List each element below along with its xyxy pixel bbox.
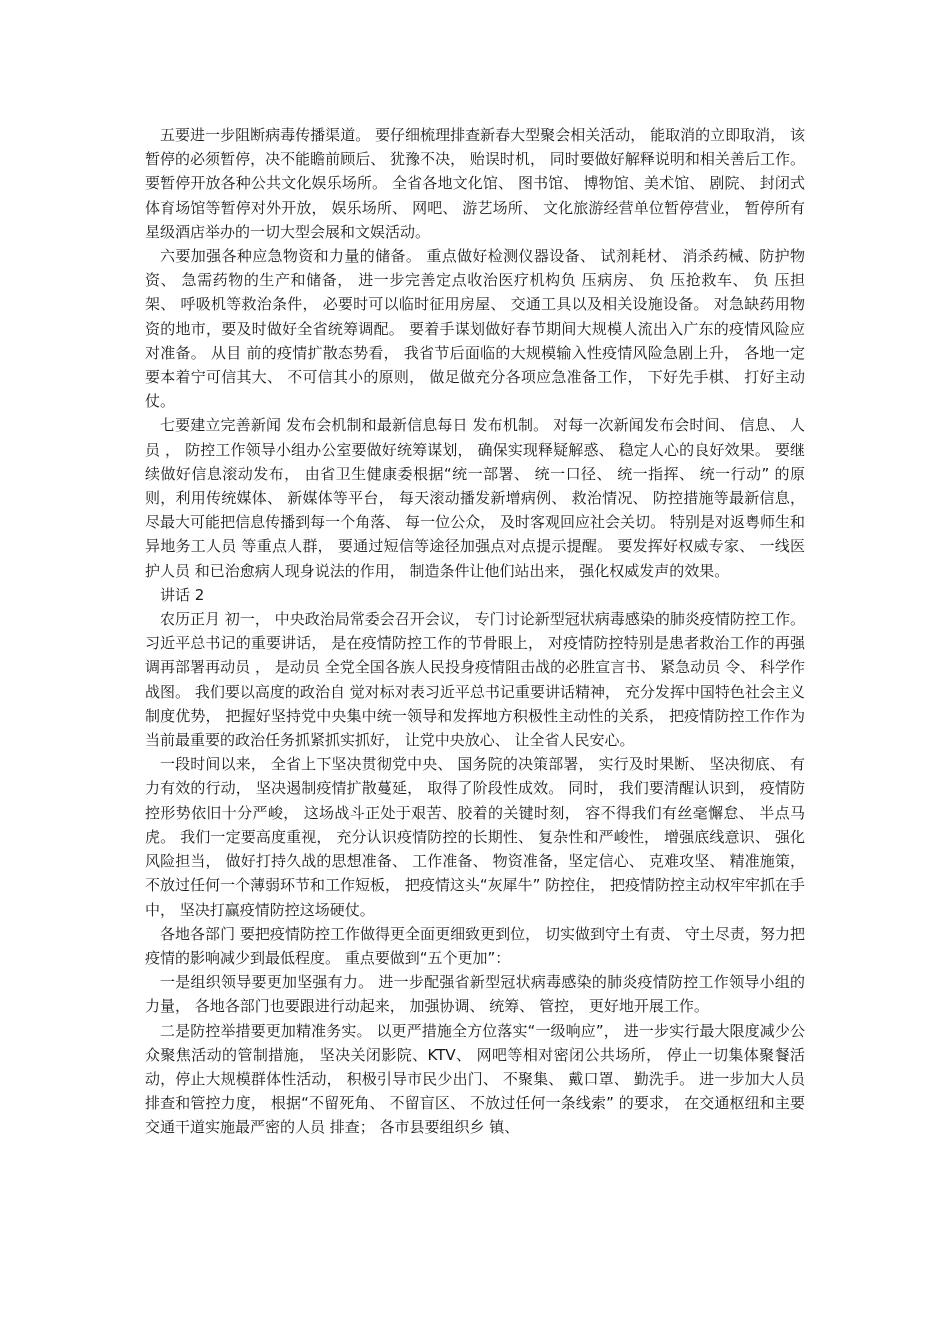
paragraph-block-stop-transmission: 五要进一步阻断病毒传播渠道。 要仔细梳理排查新春大型聚会相关活动， 能取消的立即取消， 该暂停的必须暂停，决不能瞻前顾后、 犹豫不决， 贻误时机， 同时要做好解释说明和相关善后工作。 要暂停开放各种公共文化娱乐场所。 全省各地文化馆、 图书馆、 博物馆、美术馆、 剧院、 封闭式体育场馆等暂停对外开放， 娱乐场所、 网吧、 游艺场所、 文化旅游经营单位暂停营业， 暂停所有星级酒店举办的一切大型会展和文娱活动。	[145, 126, 805, 241]
paragraph-prevention-measures: 二是防控举措要更加精准务实。 以更严措施全方位落实“一级响应”， 进一步实行最大限度减少公众聚焦活动的管制措施， 坚决关闭影院、KTV、 网吧等相对密闭公共场所， 停止一切集体聚餐活动，停止大规模群体性活动， 积极引导市民少出门、 不聚集、 戴口罩、 勤洗手。 进一步加大人员 排查和管控力度， 根据“不留死角、 不留盲区、 不放过任何一条线索” 的要求， 在交通枢纽和主要交通干道实施最严密的人员 排查； 各市县要组织乡 镇、	[145, 1021, 805, 1137]
paragraph-emergency-supplies: 六要加强各种应急物资和力量的储备。 重点做好检测仪器设备、 试剂耗材、 消杀药械、防护物资、 急需药物的生产和储备， 进一步完善定点收治医疗机构负 压病房、 负 压抢救车、 负 压担架、 呼吸机等救治条件， 必要时可以临时征用房屋、 交通工具以及相关设施设备。 对急缺药用物资的地市，要及时做好全省统筹调配。 要着手谋划做好春节期间大规模人流出入广东的疫情风险应对准备。 从目 前的疫情扩散态势看， 我省节后面临的大规模输入性疫情风险急剧上升， 各地一定要本着宁可信其大、 不可信其小的原则， 做足做充分各项应急准备工作， 下好先手棋、 打好主动仗。	[145, 247, 805, 411]
paragraph-press-release-mechanism: 七要建立完善新闻 发布会机制和最新信息每日 发布机制。 对每一次新闻发布会时间、 信息、 人员 ， 防控工作领导小组办公室要做好统筹谋划， 确保实现释疑解惑、 稳定人心的良好效果。 要继续做好信息滚动发布， 由省卫生健康委根据“统一部署、 统一口径、 统一指挥、 统一行动” 的原则，利用传统媒体、 新媒体等平台， 每天滚动播发新增病例、 救治情况、 防控措施等最新信息， 尽最大可能把信息传播到每一个角落、 每一位公众， 及时客观回应社会关切。 特别是对返粤师生和异地务工人员 等重点人群， 要通过短信等途径加强点对点提示提醒。 要发挥好权威专家、 一线医护人员 和已治愈病人现身说法的作用， 制造条件让他们站出来， 强化权威发声的效果。	[145, 416, 805, 580]
paragraph-five-mores-intro: 各地各部门 要把疫情防控工作做得更全面更细致更到位， 切实做到守土有责、 守土尽责，努力把疫情的影响减少到最低程度。 重点要做到“五个更加”：	[145, 924, 805, 967]
paragraph-organization-leadership: 一是组织领导要更加坚强有力。 进一步配强省新型冠状病毒感染的肺炎疫情防控工作领导小组的力量， 各地各部门也要跟进行动起来， 加强协调、 统筹、 管控， 更好地开展工作。	[145, 973, 805, 1016]
paragraph-standing-committee-meeting: 农历正月 初一， 中央政治局常委会召开会议， 专门讨论新型冠状病毒感染的肺炎疫情防控工作。 习近平总书记的重要讲话， 是在疫情防控工作的节骨眼上， 对疫情防控特别是患者救治工作的再强调再部署再动员 ， 是动员 全党全国各族人民投身疫情阻击战的必胜宣言书、 紧急动员 令、 科学作战图。 我们要以高度的政治自 觉对标对表习近平总书记重要讲话精神， 充分发挥中国特色社会主义制度优势， 把握好坚持党中央集中统一领导和发挥地方积极性主动性的关系， 把疫情防控工作作为当前最重要的政治任务抓紧抓实抓好， 让党中央放心、 让全省人民安心。	[145, 610, 805, 750]
document-body	[145, 123, 805, 1140]
paragraph-situation-assessment: 一段时间以来， 全省上下坚决贯彻党中央、 国务院的决策部署， 实行及时果断、 坚决彻底、 有力有效的行动， 坚决遏制疫情扩散蔓延， 取得了阶段性成效。 同时， 我们要清醒认识到， 疫情防控形势依旧十分严峻， 这场战斗正处于艰苦、胶着的关键时刻， 容不得我们有丝毫懈怠、 半点马虎。 我们一定要高度重视， 充分认识疫情防控的长期性、 复杂性和严峻性， 增强底线意识、 强化风险担当， 做好打持久战的思想准备、 工作准备、 物资准备，坚定信心、 克难攻坚、 精准施策， 不放过任何一个薄弱环节和工作短板， 把疫情这头“灰犀牛” 防控住， 把疫情防控主动权牢牢抓在手中， 坚决打赢疫情防控这场硬仗。	[145, 755, 805, 919]
section-heading-speech-2: 讲话 2	[160, 585, 205, 604]
